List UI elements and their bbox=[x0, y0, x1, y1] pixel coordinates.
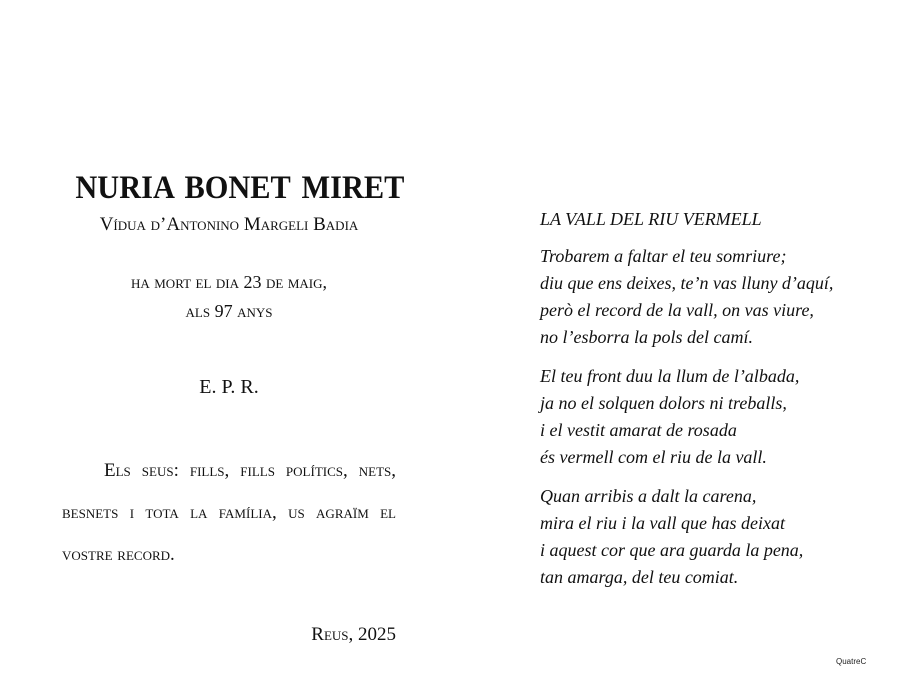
poem-line: El teu front duu la llum de l’albada, bbox=[540, 366, 800, 386]
deceased-name: NURIA BONET MIRET bbox=[75, 170, 405, 206]
poem-line: diu que ens deixes, te’n vas lluny d’aquí, bbox=[540, 273, 834, 293]
death-date-line: ha mort el dia 23 de maig, bbox=[130, 272, 328, 292]
poem-line: Trobarem a faltar el teu somriure; bbox=[540, 246, 787, 266]
poem-line: tan amarga, del teu comiat. bbox=[540, 567, 739, 587]
widow-of-line: Vídua d’Antonino Margeli Badia bbox=[99, 214, 359, 235]
poem-line: mira el riu i la vall que has deixat bbox=[540, 513, 785, 533]
poem-column bbox=[540, 208, 870, 603]
poem-line: Quan arribis a dalt la carena, bbox=[540, 486, 757, 506]
poem-line: no l’esborra la pols del camí. bbox=[540, 327, 753, 347]
family-thanks: Els seus: fills, fills polítics, nets, besnets i tota la família, us agraïm el vostre record. bbox=[62, 460, 396, 565]
place-and-year: Reus, 2025 bbox=[311, 624, 396, 645]
poem-stanza bbox=[540, 243, 870, 351]
rest-in-peace: E. P. R. bbox=[199, 376, 259, 398]
poem-line: però el record de la vall, on vas viure, bbox=[540, 300, 814, 320]
poem-line: és vermell com el riu de la vall. bbox=[540, 447, 767, 467]
printer-credit: QuatreC bbox=[836, 657, 867, 666]
poem-stanza bbox=[540, 363, 870, 471]
poem-line: ja no el solquen dolors ni treballs, bbox=[540, 393, 787, 413]
poem-line: i aquest cor que ara guarda la pena, bbox=[540, 540, 804, 560]
poem-title: LA VALL DEL RIU VERMELL bbox=[540, 209, 762, 229]
age-line: als 97 anys bbox=[185, 301, 273, 321]
obituary-column bbox=[62, 0, 405, 697]
death-notice bbox=[62, 268, 396, 326]
poem-line: i el vestit amarat de rosada bbox=[540, 420, 737, 440]
poem-stanza bbox=[540, 483, 870, 591]
